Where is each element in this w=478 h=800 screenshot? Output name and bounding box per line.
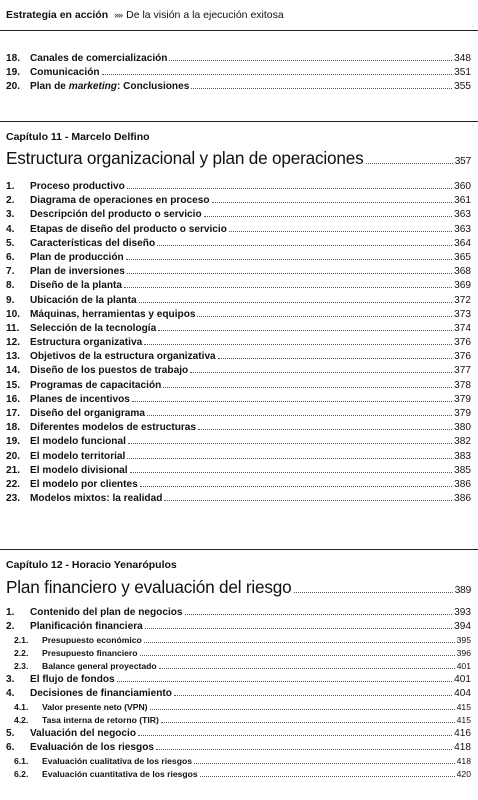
- entry-page: 386: [454, 493, 471, 505]
- leader-dots: [144, 642, 455, 643]
- leader-dots: [140, 655, 455, 656]
- entry-number: 23.: [6, 493, 21, 505]
- entry-title: Etapas de diseño del producto o servicio: [30, 223, 227, 235]
- entry-number: 20.: [6, 450, 21, 462]
- entry-page: 369: [454, 280, 471, 292]
- toc-entry: [6, 52, 471, 66]
- entry-page: 361: [454, 195, 471, 207]
- entry-title: Descripción del producto o servicio: [30, 209, 202, 221]
- entry-page: 401: [454, 673, 471, 685]
- entry-title: Diseño del organigrama: [30, 408, 145, 419]
- chapter-label: Capítulo 12 - Horacio Yenarópulos: [6, 559, 177, 571]
- leader-dots: [102, 74, 453, 75]
- entry-number: 6.: [6, 251, 15, 263]
- entry-title: Diagrama de operaciones en proceso: [30, 195, 210, 207]
- toc-entry: [6, 66, 471, 80]
- entry-page: 415: [456, 714, 471, 725]
- toc-entry: [6, 251, 471, 265]
- entry-title: Plan de inversiones: [30, 266, 125, 278]
- entry-page: 364: [454, 237, 471, 249]
- entry-page: 382: [454, 436, 471, 448]
- continued-entries: [6, 52, 471, 95]
- toc-entry: [6, 464, 471, 478]
- toc-entry: [6, 308, 471, 322]
- entry-title: Características del diseño: [30, 237, 156, 249]
- leader-dots: [126, 259, 452, 260]
- leader-dots: [198, 429, 452, 430]
- toc-entry: [6, 294, 471, 308]
- entry-title: Objetivos de la estructura organizativa: [30, 351, 216, 363]
- leader-dots: [218, 358, 452, 359]
- entry-page: 363: [454, 209, 471, 221]
- chapter-title: Estructura organizacional y plan de operaciones: [6, 148, 364, 168]
- entry-title: Estructura organizativa: [30, 337, 143, 349]
- chapter-label: Capítulo 11 - Marcelo Delfino: [6, 131, 150, 143]
- header-rule: [0, 30, 478, 31]
- entry-page: 355: [454, 81, 471, 93]
- toc-entry: [6, 620, 471, 634]
- entry-title: Diferentes modelos de estructuras: [30, 422, 197, 434]
- entry-title: El modelo territorial: [30, 450, 126, 462]
- toc-subentry: [6, 755, 471, 768]
- entry-number: 2.: [6, 621, 15, 633]
- leader-dots: [128, 443, 452, 444]
- entry-title: Modelos mixtos: la realidad: [30, 493, 163, 505]
- entry-number: 2.2.: [14, 648, 29, 659]
- leader-dots: [190, 372, 452, 373]
- toc-entry: [6, 350, 471, 364]
- leader-dots: [138, 735, 452, 736]
- entry-number: 20.: [6, 81, 21, 93]
- entry-number: 4.: [6, 687, 15, 699]
- entry-page: 348: [454, 53, 471, 64]
- toc-entry: [6, 279, 471, 293]
- chapter-divider: [0, 549, 478, 550]
- entry-title: Valor presente neto (VPN): [42, 702, 148, 713]
- entry-page: 378: [454, 379, 471, 391]
- entry-page: 395: [456, 635, 471, 646]
- entry-number: 4.: [6, 223, 15, 235]
- leader-dots: [164, 500, 452, 501]
- entry-number: 15.: [6, 379, 21, 391]
- leader-dots: [140, 486, 452, 487]
- entry-page: 379: [454, 408, 471, 419]
- leader-dots: [197, 316, 452, 317]
- toc-entry: [6, 364, 471, 378]
- leader-dots: [185, 614, 453, 615]
- leader-dots: [174, 695, 452, 696]
- entry-number: 17.: [6, 408, 21, 419]
- chapter-page: 357: [454, 156, 471, 167]
- leader-dots: [150, 709, 455, 710]
- leader-dots: [127, 458, 452, 459]
- entry-number: 9.: [6, 294, 15, 306]
- entry-title: [30, 80, 189, 94]
- toc-entry: [6, 673, 471, 687]
- leader-dots: [194, 763, 455, 764]
- toc-entry: [6, 407, 471, 421]
- entry-page: 372: [454, 294, 471, 306]
- entry-page: 393: [454, 607, 471, 618]
- entry-number: 6.2.: [14, 768, 29, 779]
- toc-subentry: [6, 647, 471, 660]
- toc-subentry: [6, 701, 471, 714]
- chapter-11-entries: [6, 180, 471, 506]
- entry-page: 418: [454, 741, 471, 753]
- toc-entry: [6, 336, 471, 350]
- entry-title: Planes de incentivos: [30, 393, 130, 405]
- toc-entry: [6, 237, 471, 251]
- leader-dots: [157, 245, 452, 246]
- chapter-title-line: [6, 577, 471, 598]
- entry-number: 4.1.: [14, 702, 29, 713]
- toc-entry: [6, 223, 471, 237]
- leader-dots: [163, 387, 452, 388]
- toc-entry: [6, 492, 471, 506]
- toc-entry: [6, 606, 471, 620]
- entry-title-part: : Conclusiones: [116, 81, 190, 93]
- entry-title: Canales de comercialización: [30, 53, 168, 64]
- toc-entry: [6, 393, 471, 407]
- toc-subentry: [6, 714, 471, 727]
- entry-number: 19.: [6, 436, 21, 448]
- leader-dots: [366, 163, 453, 164]
- entry-title: Comunicación: [30, 67, 100, 79]
- entry-number: 5.: [6, 727, 15, 739]
- toc-entry: [6, 687, 471, 701]
- leader-dots: [139, 302, 453, 303]
- entry-title: Proceso productivo: [30, 181, 125, 192]
- entry-number: 22.: [6, 478, 21, 490]
- entry-page: 385: [454, 464, 471, 476]
- entry-title: El modelo divisional: [30, 464, 128, 476]
- entry-title-part: Plan de: [30, 81, 69, 93]
- chapter-12-entries: [6, 606, 471, 781]
- entry-title: Presupuesto financiero: [42, 648, 138, 659]
- entry-number: 6.: [6, 741, 15, 753]
- entry-number: 14.: [6, 365, 21, 377]
- toc-entry: [6, 379, 471, 393]
- entry-page: 363: [454, 223, 471, 235]
- entry-title: Diseño de los puestos de trabajo: [30, 365, 189, 377]
- toc-entry: [6, 727, 471, 741]
- chapter-divider: [0, 121, 478, 122]
- entry-page: 365: [454, 251, 471, 263]
- entry-title-emphasis: marketing: [68, 81, 117, 93]
- entry-number: 1.: [6, 607, 15, 618]
- entry-page: 376: [454, 351, 471, 363]
- chapter-title: Plan financiero y evaluación del riesgo: [6, 577, 292, 597]
- entry-page: 386: [454, 478, 471, 490]
- toc-subentry: [6, 634, 471, 647]
- entry-page: 401: [456, 660, 471, 671]
- toc-entry: [6, 478, 471, 492]
- entry-page: 376: [454, 337, 471, 349]
- entry-number: 6.1.: [14, 756, 29, 767]
- entry-page: 396: [456, 648, 471, 659]
- entry-title: Evaluación cuantitativa de los riesgos: [42, 768, 198, 779]
- entry-title: El modelo funcional: [30, 436, 126, 448]
- entry-number: 11.: [6, 322, 20, 334]
- entry-number: 18.: [6, 422, 21, 434]
- leader-dots: [169, 60, 452, 61]
- entry-title: Valuación del negocio: [30, 727, 137, 739]
- entry-title: Evaluación cualitativa de los riesgos: [42, 756, 192, 767]
- entry-title: Tasa interna de retorno (TIR): [42, 714, 159, 725]
- leader-dots: [124, 287, 452, 288]
- entry-title: Decisiones de financiamiento: [30, 687, 172, 699]
- toc-entry: [6, 265, 471, 279]
- toc-entry: [6, 208, 471, 222]
- leader-dots: [132, 401, 452, 402]
- leader-dots: [127, 188, 452, 189]
- entry-page: 377: [454, 365, 471, 377]
- entry-number: 19.: [6, 67, 21, 79]
- header-separator: ››››: [114, 10, 123, 20]
- entry-page: 374: [454, 322, 471, 334]
- entry-page: 420: [456, 768, 471, 779]
- entry-number: 21.: [6, 464, 21, 476]
- leader-dots: [158, 330, 452, 331]
- entry-page: 383: [454, 450, 471, 462]
- leader-dots: [145, 628, 452, 629]
- leader-dots: [127, 273, 452, 274]
- toc-entry: [6, 322, 471, 336]
- entry-page: 404: [454, 687, 471, 699]
- toc-entry: [6, 421, 471, 435]
- leader-dots: [117, 681, 452, 682]
- running-header: [6, 9, 284, 21]
- leader-dots: [159, 668, 455, 669]
- entry-page: 360: [454, 181, 471, 192]
- leader-dots: [144, 344, 452, 345]
- entry-number: 13.: [6, 351, 21, 363]
- entry-page: 368: [454, 266, 471, 278]
- toc-entry: [6, 194, 471, 208]
- leader-dots: [229, 231, 452, 232]
- leader-dots: [200, 776, 455, 777]
- entry-number: 8.: [6, 280, 15, 292]
- entry-number: 5.: [6, 237, 15, 249]
- entry-number: 4.2.: [14, 714, 29, 725]
- entry-title: Balance general proyectado: [42, 660, 157, 671]
- entry-title: El modelo por clientes: [30, 478, 138, 490]
- toc-entry: [6, 80, 471, 94]
- entry-page: 373: [454, 308, 471, 320]
- leader-dots: [191, 88, 452, 89]
- leader-dots: [156, 749, 452, 750]
- entry-number: 16.: [6, 393, 21, 405]
- leader-dots: [212, 202, 453, 203]
- entry-number: 7.: [6, 266, 15, 278]
- entry-title: Máquinas, herramientas y equipos: [30, 308, 196, 320]
- toc-entry: [6, 450, 471, 464]
- toc-subentry: [6, 660, 471, 673]
- entry-page: 379: [454, 393, 471, 405]
- book-subtitle: De la visión a la ejecución exitosa: [126, 9, 284, 21]
- entry-page: 394: [454, 621, 471, 633]
- entry-number: 10.: [6, 308, 21, 320]
- entry-title: Planificación financiera: [30, 621, 143, 633]
- toc-entry: [6, 435, 471, 449]
- entry-number: 12.: [6, 337, 21, 349]
- entry-title: Ubicación de la planta: [30, 294, 137, 306]
- leader-dots: [147, 415, 452, 416]
- entry-page: 416: [454, 727, 471, 739]
- book-title: Estrategia en acción: [6, 9, 109, 21]
- entry-number: 3.: [6, 673, 15, 685]
- entry-number: 3.: [6, 209, 15, 221]
- entry-title: Contenido del plan de negocios: [30, 607, 183, 618]
- entry-page: 418: [456, 756, 471, 767]
- chapter-page: 389: [454, 585, 471, 596]
- entry-title: Plan de producción: [30, 251, 124, 263]
- entry-number: 2.1.: [14, 635, 29, 646]
- entry-title: El flujo de fondos: [30, 673, 115, 685]
- leader-dots: [161, 722, 455, 723]
- chapter-title-line: [6, 148, 471, 169]
- entry-number: 1.: [6, 181, 15, 192]
- leader-dots: [294, 592, 453, 593]
- toc-entry: [6, 741, 471, 755]
- entry-page: 415: [456, 702, 471, 713]
- entry-title: Diseño de la planta: [30, 280, 122, 292]
- entry-number: 2.: [6, 195, 15, 207]
- toc-subentry: [6, 768, 471, 781]
- leader-dots: [130, 472, 453, 473]
- entry-number: 18.: [6, 53, 21, 64]
- entry-title: Selección de la tecnología: [30, 322, 157, 334]
- leader-dots: [204, 216, 453, 217]
- entry-title: Evaluación de los riesgos: [30, 741, 154, 753]
- toc-entry: [6, 180, 471, 194]
- entry-title: Presupuesto económico: [42, 635, 142, 646]
- entry-title: Programas de capacitación: [30, 379, 162, 391]
- entry-number: 2.3.: [14, 660, 29, 671]
- entry-page: 351: [454, 67, 471, 79]
- entry-page: 380: [454, 422, 471, 434]
